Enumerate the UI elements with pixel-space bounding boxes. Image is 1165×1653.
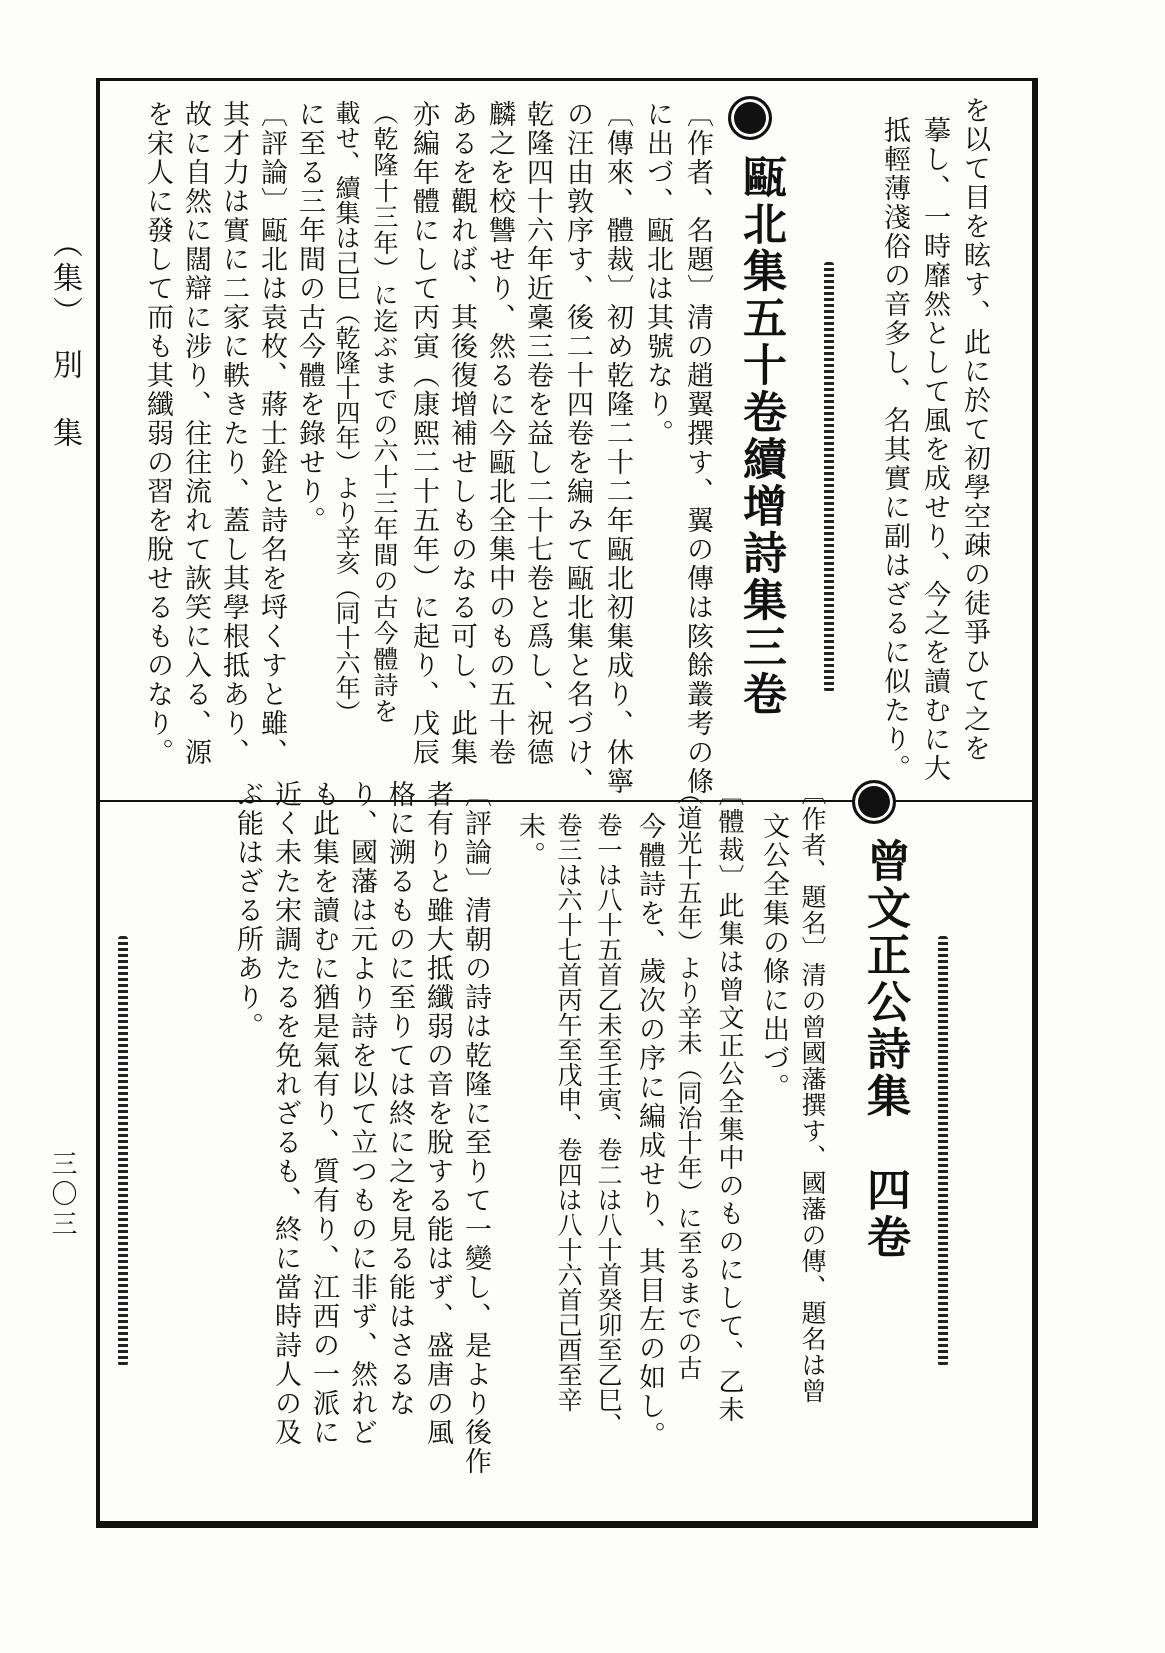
text-line: 載せ、續集は己巳（乾隆十四年）より辛亥（同十六年） (332, 100, 361, 725)
bottom-title-block (852, 780, 916, 1261)
bottom-section (100, 780, 1020, 1506)
text-line: り、國藩は元より詩を以て立つものに非ず、然れど (346, 780, 377, 1447)
text-line: も此集を讀むに猶是氣有り、質有り、江西の一派に (308, 780, 339, 1447)
text-line: 〔評論〕清朝の詩は乾隆に至りて一變し、是より後作 (460, 780, 491, 1476)
text-line: に出づ、甌北は其號なり。 (642, 100, 673, 448)
text-line: 麟之を校讐せり、然るに今甌北全集中のもの五十卷 (484, 100, 515, 767)
text-line: 未。 (514, 812, 545, 870)
top-section (100, 82, 1020, 798)
text-line: 〔作者、名題〕清の趙翼撰す、翼の傳は陔餘叢考の條 (682, 100, 713, 796)
text-line: 故に自然に闊辯に涉り、往往流れて詼笑に入る、源 (180, 100, 211, 767)
decorative-rule (824, 262, 834, 692)
page-number: 三〇三 (47, 1150, 77, 1240)
text-line: 格に溯るものに至りては終に之を見る能はさるな (384, 780, 415, 1418)
text-line: 其才力は實に二家に軼きたり、蓋し其學根抵あり、 (218, 100, 249, 767)
text-line: を宋人に發して而も其纖弱の習を脫せるものなり。 (142, 100, 173, 767)
bullet-icon (852, 780, 896, 824)
decorative-rule (938, 936, 948, 1366)
text-line: 今體詩を、歲次の序に編成せり、其目左の如し。 (634, 812, 665, 1450)
top-title: 甌北集五十卷續增詩集三卷 (735, 154, 786, 718)
continuation-line: 摹し、一時靡然として風を成せり、今之を讀むに大 (919, 116, 950, 783)
text-line: 近く未た宋調たるを免れざるも、終に當時詩人の及 (270, 780, 301, 1447)
text-line: あるを觀れば、其後復增補せしものなる可し、此集 (446, 100, 477, 767)
text-line: 卷一は八十五首乙未至壬寅、卷二は八十首癸卯至乙巳、 (594, 812, 623, 1437)
text-line: 者有りと雖大抵纖弱の音を脫する能はず、盛唐の風 (422, 780, 453, 1447)
text-line: 卷三は六十七首丙午至戊申、卷四は八十六首己酉至辛 (554, 812, 583, 1412)
text-line: の汪由敦序す、後二十四卷を編みて甌北集と名づけ、 (562, 100, 593, 796)
continuation-line: を以て目を眩す、此に於て初學空疎の徒爭ひて之を (959, 96, 990, 763)
bullet-icon (728, 96, 772, 140)
text-line: ぶ能はざる所あり。 (232, 780, 263, 1041)
text-line: に至る三年間の古今體を錄せり。 (294, 100, 325, 535)
margin-label: （集） 別 集 (47, 228, 82, 451)
bottom-title: 曾文正公詩集 四卷 (859, 838, 910, 1261)
text-line: 乾隆四十六年近稾三卷を益し二十七卷と爲し、祝德 (522, 100, 553, 767)
decorative-rule (118, 936, 128, 1366)
continuation-line: 抵輕薄淺俗の音多し、名其實に副はざるに似たり。 (879, 116, 910, 783)
text-line: （道光十五年）より辛未（同治十年）に至るまでの古 (674, 780, 703, 1380)
text-line: 〔作者、題名〕清の曾國藩撰す、國藩の傳、題名は曾 (798, 780, 827, 1404)
text-line: 〔評論〕甌北は袁枚、蔣士銓と詩名を埒くすと雖、 (256, 100, 287, 767)
text-line: 〔傳來、體裁〕初め乾隆二十二年甌北初集成り、休寧 (602, 100, 633, 796)
top-title-block (728, 96, 792, 718)
text-line: （乾隆十三年）に迄ぶまでの六十三年間の古今體詩を (370, 100, 399, 724)
text-line: 〔體裁〕此集は曾文正公全集中のものにして、乙未 (714, 780, 744, 1424)
text-line: 亦編年體にして丙寅（康熙二十五年）に起り、戊辰 (408, 100, 439, 767)
text-line: 文公全集の條に出づ。 (758, 812, 789, 1102)
